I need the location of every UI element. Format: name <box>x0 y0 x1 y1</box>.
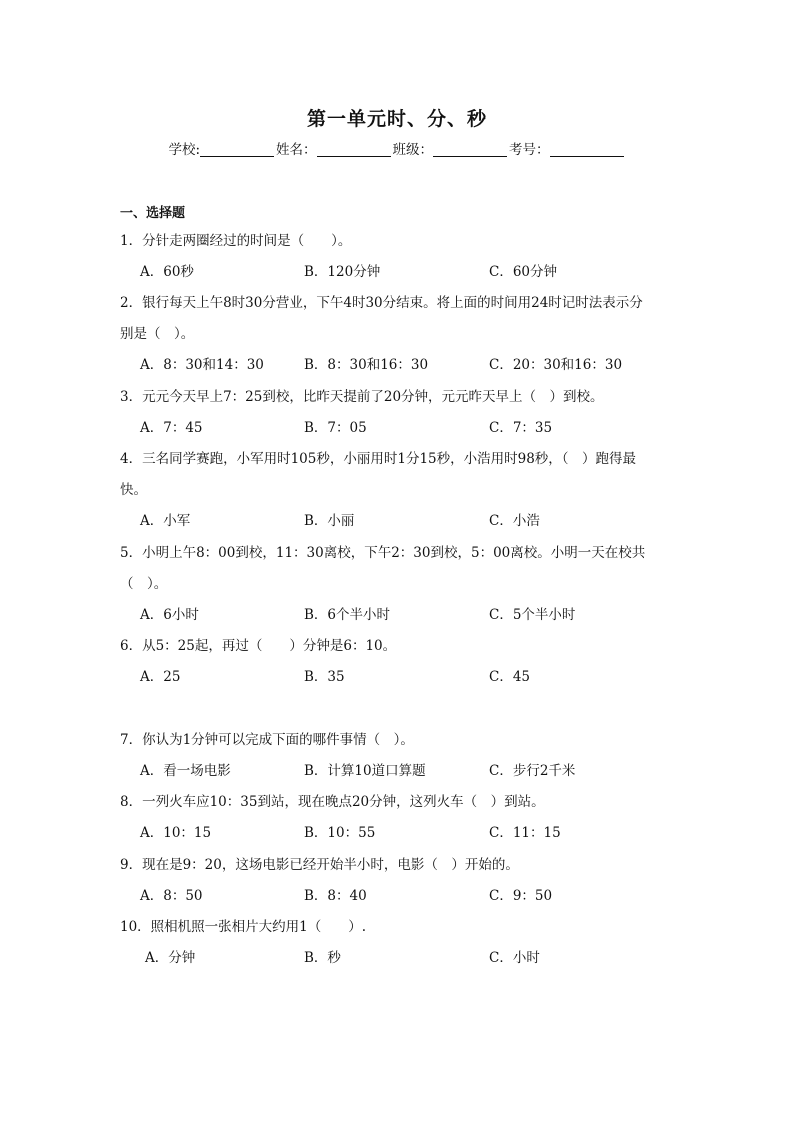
question-4-text: 4．三名同学赛跑，小军用时105秒，小丽用时1分15秒，小浩用时98秒，（ ）跑得最 <box>120 451 637 467</box>
question-9-option-b[interactable]: B．8：40 <box>304 888 367 904</box>
question-2-text: 2．银行每天上午8时30分营业，下午4时30分结束。将上面的时间用24时记时法表示分 <box>120 295 643 311</box>
question-8-option-c[interactable]: C．11：15 <box>489 825 561 841</box>
question-9-option-c[interactable]: C．9：50 <box>489 888 553 904</box>
school-blank[interactable] <box>200 142 274 157</box>
question-1-option-c[interactable]: C．60分钟 <box>489 264 558 280</box>
question-8-option-b[interactable]: B．10：55 <box>304 825 376 841</box>
question-3-option-c[interactable]: C．7：35 <box>489 420 553 436</box>
question-5-option-a[interactable]: A．6小时 <box>140 607 199 623</box>
question-6-option-a[interactable]: A．25 <box>140 669 181 685</box>
question-5-option-b[interactable]: B．6个半小时 <box>304 607 391 623</box>
question-9-option-a[interactable]: A．8：50 <box>140 888 203 904</box>
question-10-text: 10．照相机照一张相片大约用1（ ）. <box>120 919 367 935</box>
question-3-option-a[interactable]: A．7：45 <box>140 420 203 436</box>
question-1-text: 1．分针走两圈经过的时间是（ ）。 <box>120 233 352 249</box>
question-5-option-c[interactable]: C．5个半小时 <box>489 607 576 623</box>
question-4-option-a[interactable]: A．小军 <box>140 513 191 529</box>
question-5-text: 5．小明上午8：00到校，11：30离校，下午2：30到校，5：00离校。小明一天在校共 <box>120 545 646 561</box>
question-3-text: 3．元元今天早上7：25到校，比昨天提前了20分钟，元元昨天早上（ ）到校。 <box>120 389 604 405</box>
question-3-option-b[interactable]: B．7：05 <box>304 420 367 436</box>
exam-no-label: 考号： <box>509 142 550 158</box>
question-1-option-b[interactable]: B．120分钟 <box>304 264 381 280</box>
question-6-text: 6．从5：25起，再过（ ）分钟是6：10。 <box>120 638 397 654</box>
page-title: 第一单元时、分、秒 <box>306 108 487 130</box>
question-8-option-a[interactable]: A．10：15 <box>140 825 212 841</box>
question-8-text: 8．一列火车应10：35到站，现在晚点20分钟，这列火车（ ）到站。 <box>120 794 545 810</box>
question-10-option-b[interactable]: B．秒 <box>304 950 341 966</box>
question-4-option-c[interactable]: C．小浩 <box>489 513 540 529</box>
question-5-text-cont: （ ）。 <box>120 576 168 592</box>
question-2-text-cont: 别是（ ）。 <box>120 326 195 342</box>
question-10-option-c[interactable]: C．小时 <box>489 950 540 966</box>
question-4-text-cont: 快。 <box>120 482 147 498</box>
question-1-option-a[interactable]: A．60秒 <box>140 264 194 280</box>
question-9-text: 9．现在是9：20，这场电影已经开始半小时，电影（ ）开始的。 <box>120 857 519 873</box>
question-4-option-b[interactable]: B．小丽 <box>304 513 355 529</box>
question-6-option-b[interactable]: B．35 <box>304 669 345 685</box>
student-info-line <box>0 138 794 158</box>
section-title: 一、选择题 <box>120 206 186 221</box>
name-blank[interactable] <box>317 142 391 157</box>
question-2-option-b[interactable]: B．8：30和16：30 <box>304 357 429 373</box>
school-label: 学校: <box>168 142 201 158</box>
name-label: 姓名： <box>276 142 317 158</box>
class-blank[interactable] <box>433 142 507 157</box>
question-2-option-c[interactable]: C．20：30和16：30 <box>489 357 623 373</box>
class-label: 班级： <box>392 142 434 158</box>
question-7-text: 7．你认为1分钟可以完成下面的哪件事情（ ）。 <box>120 732 414 748</box>
question-7-option-a[interactable]: A．看一场电影 <box>140 763 231 779</box>
question-2-option-a[interactable]: A．8：30和14：30 <box>140 357 264 373</box>
exam-no-blank[interactable] <box>550 142 624 157</box>
question-7-option-b[interactable]: B．计算10道口算题 <box>304 763 426 779</box>
question-7-option-c[interactable]: C．步行2千米 <box>489 763 576 779</box>
question-6-option-c[interactable]: C．45 <box>489 669 531 685</box>
question-10-option-a[interactable]: A．分钟 <box>145 950 196 966</box>
